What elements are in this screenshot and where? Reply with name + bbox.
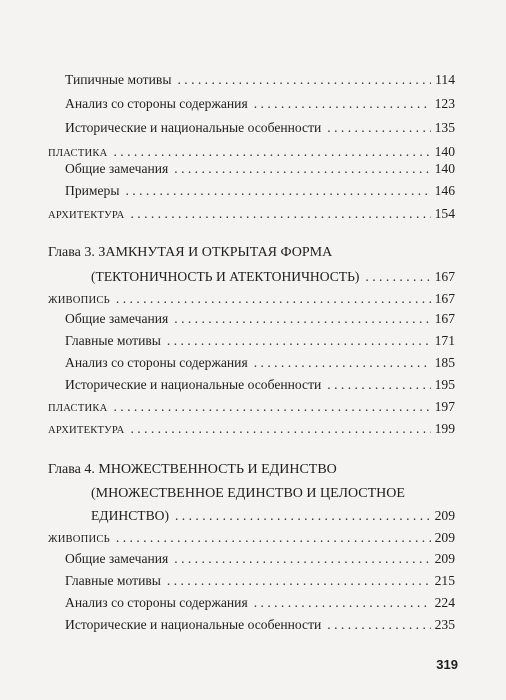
toc-entry[interactable] xyxy=(0,72,506,88)
toc-entry-page: 209 xyxy=(434,551,455,566)
chapter-page: 209 xyxy=(434,508,455,523)
toc-entry-page: 171 xyxy=(434,333,455,348)
chapter-heading[interactable]: Глава 4. МНОЖЕСТВЕННОСТЬ И ЕДИНСТВО xyxy=(48,462,337,477)
leader-dots xyxy=(130,421,430,437)
chapter-heading-continuation[interactable] xyxy=(0,508,506,524)
toc-entry-title: Общие замечания xyxy=(65,551,169,566)
toc-entry-title: Общие замечания xyxy=(65,161,169,176)
toc-entry-page: 135 xyxy=(434,120,455,135)
leader-dots xyxy=(167,333,431,349)
chapter-heading[interactable]: Глава 3. ЗАМКНУТАЯ И ОТКРЫТАЯ ФОРМА xyxy=(48,245,333,260)
leader-dots xyxy=(113,399,430,415)
toc-entry-page: 215 xyxy=(434,573,455,588)
leader-dots xyxy=(167,573,431,589)
toc-entry[interactable] xyxy=(0,355,506,371)
toc-entry-page: 185 xyxy=(434,355,455,370)
toc-entry-title: Общие замечания xyxy=(65,311,169,326)
leader-dots xyxy=(174,551,430,567)
toc-entry-page: 146 xyxy=(434,183,455,198)
toc-entry-title: Исторические и национальные особенности xyxy=(65,120,322,135)
toc-section[interactable] xyxy=(0,144,506,162)
toc-section[interactable] xyxy=(0,421,506,439)
toc-entry-page: 140 xyxy=(434,161,455,176)
toc-section[interactable] xyxy=(0,291,506,309)
toc-entry-title: Исторические и национальные особенности xyxy=(65,377,322,392)
toc-entry[interactable] xyxy=(0,333,506,349)
toc-entry[interactable] xyxy=(0,595,506,611)
leader-dots xyxy=(130,206,430,222)
chapter-heading-continuation[interactable] xyxy=(0,269,506,285)
leader-dots xyxy=(365,269,430,285)
toc-entry-title: Анализ со стороны содержания xyxy=(65,96,248,111)
leader-dots xyxy=(254,355,431,371)
toc-section-title: ЖИВОПИСЬ xyxy=(48,295,110,306)
chapter-subtitle: (ТЕКТОНИЧНОСТЬ И АТЕКТОНИЧНОСТЬ) xyxy=(91,269,360,284)
toc-section-title: ПЛАСТИКА xyxy=(48,403,108,414)
toc-entry-title: Анализ со стороны содержания xyxy=(65,595,248,610)
chapter-subtitle: (МНОЖЕСТВЕННОЕ ЕДИНСТВО И ЦЕЛОСТНОЕ xyxy=(91,486,405,501)
toc-entry-page: 235 xyxy=(434,617,455,632)
toc-entry-title: Исторические и национальные особенности xyxy=(65,617,322,632)
leader-dots xyxy=(175,508,431,524)
leader-dots xyxy=(116,291,431,307)
leader-dots xyxy=(116,530,431,546)
toc-entry-title: Анализ со стороны содержания xyxy=(65,355,248,370)
chapter-subtitle: ЕДИНСТВО) xyxy=(91,508,169,523)
leader-dots xyxy=(254,96,431,112)
toc-entry[interactable] xyxy=(0,551,506,567)
toc-entry-page: 123 xyxy=(434,96,455,111)
toc-section[interactable] xyxy=(0,206,506,224)
toc-entry[interactable] xyxy=(0,617,506,633)
leader-dots xyxy=(327,617,430,633)
leader-dots xyxy=(113,144,430,160)
toc-entry-title: Примеры xyxy=(65,183,120,198)
toc-entry-title: Главные мотивы xyxy=(65,333,161,348)
leader-dots xyxy=(254,595,431,611)
toc-section-title: АРХИТЕКТУРА xyxy=(48,210,125,221)
toc-entry-page: 167 xyxy=(434,311,455,326)
toc-entry-page: 114 xyxy=(435,72,455,87)
toc-entry[interactable] xyxy=(0,96,506,112)
toc-entry-page: 209 xyxy=(434,530,455,545)
toc-section-title: ПЛАСТИКА xyxy=(48,148,108,159)
toc-entry[interactable] xyxy=(0,161,506,177)
toc-entry-title: Типичные мотивы xyxy=(65,72,172,87)
toc-section[interactable] xyxy=(0,399,506,417)
leader-dots xyxy=(174,311,430,327)
chapter-page: 167 xyxy=(434,269,455,284)
toc-entry[interactable] xyxy=(0,183,506,199)
toc-section-title: АРХИТЕКТУРА xyxy=(48,425,125,436)
toc-entry-page: 140 xyxy=(434,144,455,159)
leader-dots xyxy=(125,183,430,199)
toc-entry[interactable] xyxy=(0,573,506,589)
toc-entry[interactable] xyxy=(0,311,506,327)
toc-section[interactable] xyxy=(0,530,506,548)
toc-entry-page: 195 xyxy=(434,377,455,392)
toc-entry-title: Главные мотивы xyxy=(65,573,161,588)
leader-dots xyxy=(177,72,431,88)
toc-entry[interactable] xyxy=(0,377,506,393)
toc-section-title: ЖИВОПИСЬ xyxy=(48,534,110,545)
page-number: 319 xyxy=(436,657,458,672)
leader-dots xyxy=(174,161,430,177)
toc-entry-page: 167 xyxy=(434,291,455,306)
toc-entry-page: 199 xyxy=(434,421,455,436)
toc-entry-page: 154 xyxy=(434,206,455,221)
leader-dots xyxy=(327,120,430,136)
toc-entry[interactable] xyxy=(0,120,506,136)
toc-entry-page: 224 xyxy=(434,595,455,610)
toc-entry-page: 197 xyxy=(434,399,455,414)
leader-dots xyxy=(327,377,430,393)
